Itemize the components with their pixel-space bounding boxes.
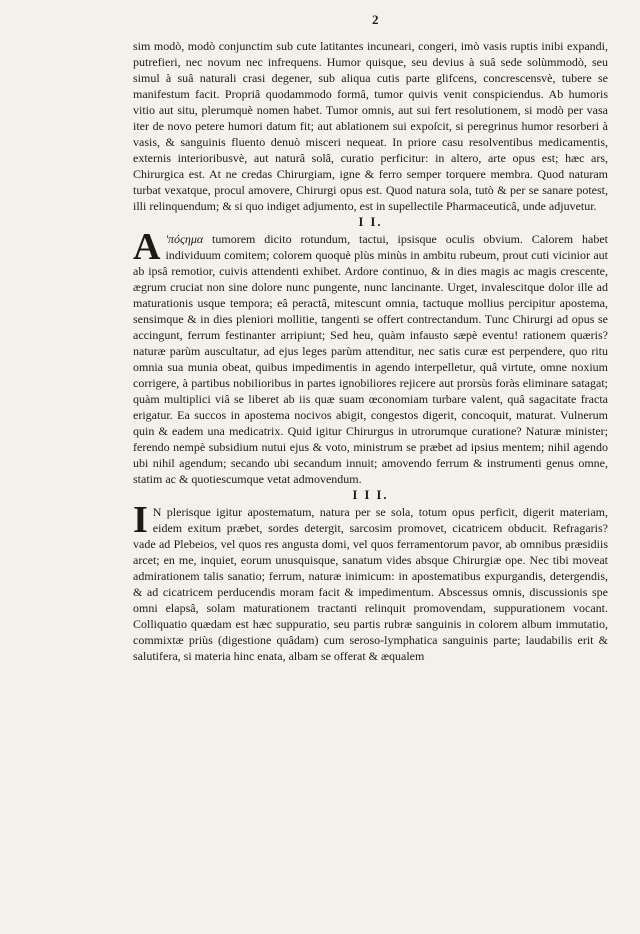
body-paragraph: [133, 226, 608, 487]
page-number: 2: [372, 12, 379, 27]
section-number: I I I.: [352, 488, 389, 502]
body-paragraph: [133, 499, 608, 664]
section-1: [133, 38, 608, 214]
section-3: [133, 487, 608, 664]
section-2: [133, 214, 608, 487]
drop-cap: A: [133, 226, 161, 268]
body-paragraph: sim modò, modò conjunctim sub cute latitantes incuneari, congeri, imò vasis ruptis inibi expandi, putrefieri, nec novum nec infrequens. Humor quisque, seu devius à suâ sede solùmmodò, seu simul à suâ naturali crasi degener, sub aliqua cutis parte glifcens, concrescensvè, tubere se manifestum facit. Propriâ quodammodo formâ, tumor quivis venit conspiciendus. Ab humoris vitio aut situ, plerumquè nomen habet. Tumor omnis, aut sui fert resolutionem, si modò per vasa iter de novo petere humori datum fit; aut ablationem sui expoſcit, si peregrinus humor resorberi à vasis, & sanguinis fluento denuò misceri nequeat. In priore casu resolventibus medicamentis, externis interioribusvè, aut naturâ solâ, curatio perficitur: in altero, arte opus est; hæc ars, Chirurgica est. At ne credas Chirurgiam, igne & ferro semper torquere membra. Quod naturam turbat vexatque, procul amovere, Chirurgi opus est. Quod natura sola, tutò & per se sanare potest, illi relinquendum; & si quo indiget adjumento, est in supellectile Pharmaceuticâ, unde adjuvetur.: [133, 39, 608, 213]
drop-cap: I: [133, 499, 148, 541]
paragraph-text: N plerisque igitur apostematum, natura per se sola, totum opus perficit, digerit materiam, eidem exitum præbet, sordes detergit, sarcosim promovet, cicatricem obducit. Refragaris? vade ad Plebeios, vel quos res angusta domi, vel quos ferramentorum pavor, ab omnibus præsidiis arcet; en me, inquiet, eorum unusquisque, sanatum vides absque Chirurgiæ ope. Nec tibi moveat admirationem talis sanatio; ferrum, naturæ inimicum: in apostematibus expurgandis, detergendis, & ad cicatricem perducendis moram facit & impedimentum. Abscessus omnis, discussionis spe omni elapsâ, solam maturationem tractanti relinquit promovendam, suppurationem vocant. Colliquatio quædam est hæc suppuratio, seu partis rubræ sanguinis in colorem album immutatio, commixtæ priùs (digestione quâdam) cum seroso-lymphatica sanguinis parte; laudabilis erit & salutifera, si materia hinc enata, albam se offerat & æqualem: [133, 505, 608, 663]
greek-term: 'πόςημα: [165, 232, 204, 246]
section-number: I I.: [358, 215, 383, 229]
paragraph-text: tumorem dicito rotundum, tactui, ipsisque oculis obvium. Calorem habet individuum comitem; colorem quoquè plùs minùs in ambitu rubeum, prout cuti vicinior aut ab ipsâ remotior, cuivis attendenti exhibet. Ardore continuo, & in dies magis ac magis crescente, ægrum cruciat non sine dolore nunc pungente, nunc lancinante. Urget, invalescitque dolor ille ad maturationis usque tempora; eâ peractâ, mitescunt omnia, tactuque mollius percipitur apostema, sensimque & in dies pleniori mollitie, tangenti se offert contrectandum. Tunc Chirurgi ad opus se accingunt, ferrum festinanter arripiunt; Sed heu, quàm infausto sæpè eventu! rationem quæris? naturæ parùm auscultatur, ad ejus leges parùm attenditur, nec satis curæ est perpendere, quo ritu omnia sua munia obeat, quibus impedimentis in agendo interpelletur, quâ virtute, omne noxium corrigere, à partibus nobilioribus in partes ignobiliores rejicere aut prorsùs foràs eliminare satagat; quàm multiplici viâ se liberet ab iis quæ suam œconomiam turbare valent, quâ sagacitate fracta erigatur. Ea succos in apostema nocivos abigit, congestos digerit, concoquit, maturat. Vulnerum quin & eadem una medicatrix. Quid igitur Chirurgus in utrorumque curatione? Naturæ minister; ferendo nempè subsidium nutui ejus & voto, ministrum se præbet ad ipsius mentem; nihil agendo ubi nihil agendum; secando ubi secandum innuit; amovendo ferrum & instrumenti genus omne, statim ac & quotiescumque vetat admovendum.: [133, 232, 608, 486]
